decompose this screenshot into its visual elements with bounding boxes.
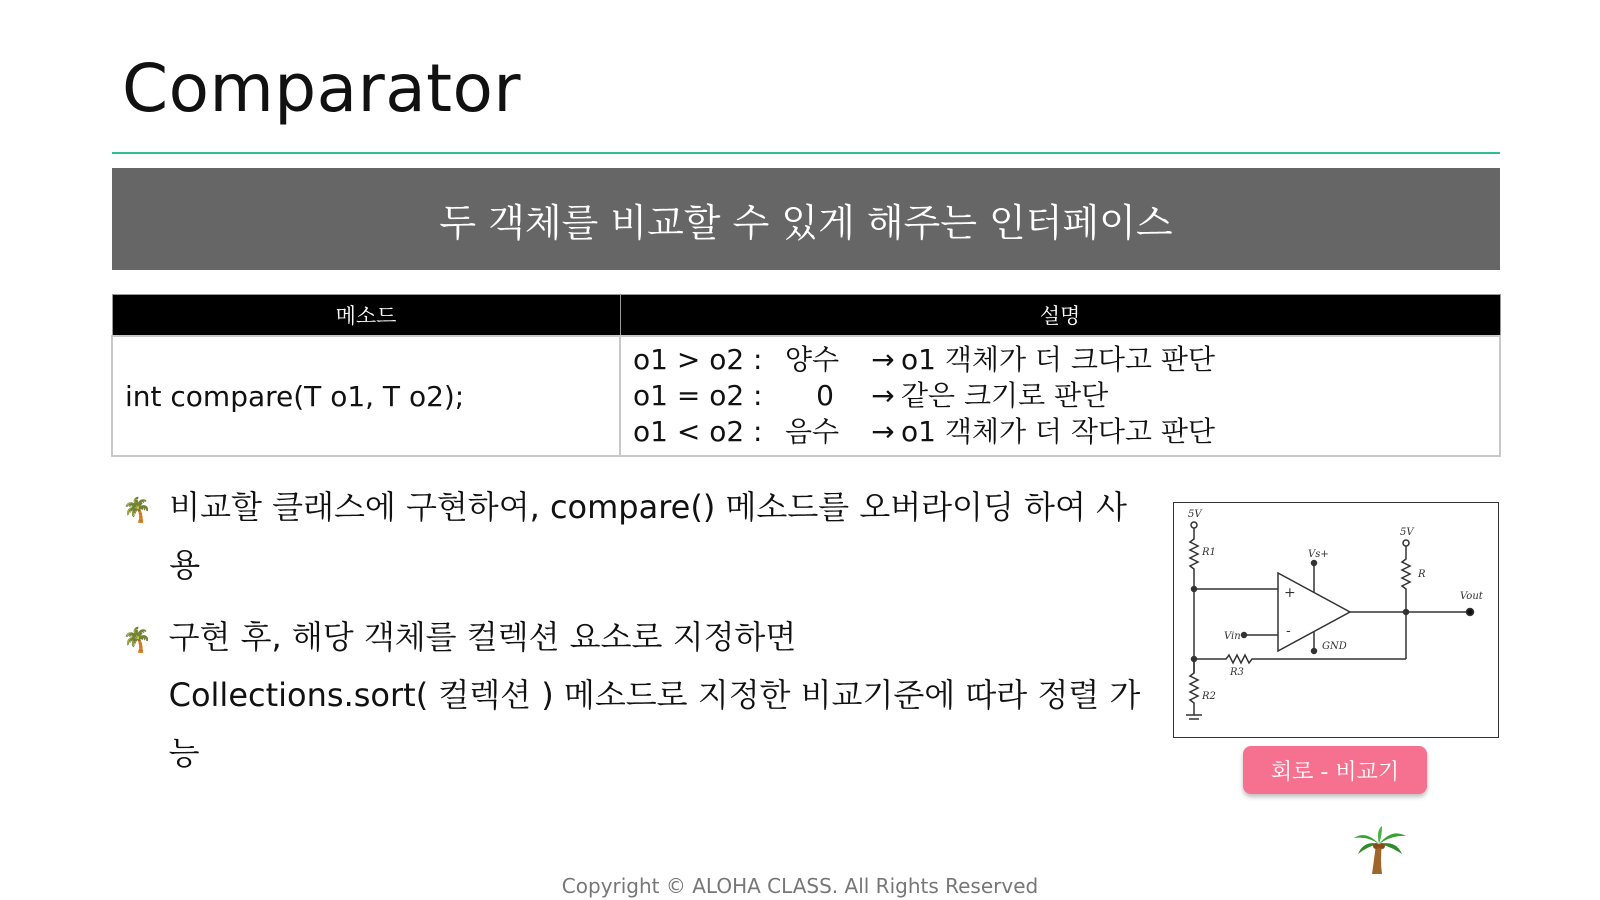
label-plus: + <box>1284 585 1296 601</box>
label-vs: Vs+ <box>1308 549 1329 560</box>
description-value: 0 <box>816 379 834 412</box>
method-description <box>620 336 1500 456</box>
label-r: R <box>1418 569 1426 580</box>
description-line <box>633 378 1487 414</box>
label-minus: - <box>1286 623 1291 639</box>
table-row <box>112 336 1500 456</box>
label-5v-right: 5V <box>1400 527 1414 538</box>
list-item <box>122 620 1142 782</box>
resistor-r <box>1402 546 1410 659</box>
label-r3: R3 <box>1230 667 1244 678</box>
resistor-r3 <box>1194 655 1406 663</box>
palm-tree-logo-svg <box>1352 826 1408 876</box>
label-vin: Vin <box>1224 631 1241 642</box>
bullet-line: Collections.sort( 컬렉션 ) 메소드로 지정한 비교기준에 따라 정렬 가능 <box>168 676 1141 772</box>
label-5v-left: 5V <box>1188 509 1202 520</box>
bullet-line: 구현 후, 해당 객체를 컬렉션 요소로 지정하면 <box>168 618 797 656</box>
description-result: 같은 크기로 판단 <box>901 379 1109 412</box>
circuit-caption-badge <box>1243 746 1427 794</box>
banner-text: 두 객체를 비교할 수 있게 해주는 인터페이스 <box>439 200 1173 245</box>
bullet-list <box>122 490 1142 808</box>
bullet-text <box>169 478 1142 594</box>
list-item <box>122 490 1142 594</box>
table-header-row <box>112 295 1500 337</box>
description-line <box>633 342 1487 378</box>
resistor-r2 <box>1190 659 1198 715</box>
terminal-5v-right <box>1403 540 1409 546</box>
description-condition: o1 = o2 : <box>633 379 763 412</box>
label-r2: R2 <box>1202 691 1216 702</box>
label-vout: Vout <box>1460 591 1483 602</box>
palm-tree-logo-icon <box>1352 826 1408 876</box>
description-value: 양수 <box>785 343 840 376</box>
description-value: 음수 <box>785 415 840 448</box>
description-line <box>633 414 1487 450</box>
column-header-description: 설명 <box>620 295 1500 337</box>
resistor-r1 <box>1190 528 1198 673</box>
column-header-method: 메소드 <box>112 295 620 337</box>
copyright-footer: Copyright © ALOHA CLASS. All Rights Reserved <box>561 874 1039 898</box>
method-table <box>111 294 1501 457</box>
terminal-5v-left <box>1191 522 1197 528</box>
description-result: o1 객체가 더 작다고 판단 <box>901 415 1215 448</box>
circuit-svg <box>1174 503 1498 737</box>
arrow-icon: → <box>871 415 895 448</box>
description-result: o1 객체가 더 크다고 판단 <box>901 343 1215 376</box>
description-condition: o1 < o2 : <box>633 415 763 448</box>
junction-dot <box>1404 610 1409 615</box>
label-gnd: GND <box>1322 641 1347 652</box>
arrow-icon: → <box>871 343 895 376</box>
label-r1: R1 <box>1202 547 1216 558</box>
terminal-vin <box>1242 633 1247 638</box>
terminal-vs <box>1312 561 1317 566</box>
terminal-gnd <box>1312 649 1317 654</box>
palm-tree-icon: 🌴 <box>122 496 152 524</box>
page-title: Comparator <box>122 50 522 127</box>
caption-text: 회로 - 비교기 <box>1270 759 1400 785</box>
bullet-text <box>169 608 1142 782</box>
comparator-circuit-diagram <box>1173 502 1499 738</box>
arrow-icon: → <box>871 379 895 412</box>
title-divider <box>112 152 1500 154</box>
bullet-line: 비교할 클래스에 구현하여, compare() 메소드를 오버라이딩 하여 사용 <box>169 488 1127 584</box>
palm-tree-icon: 🌴 <box>122 626 152 654</box>
terminal-vout <box>1467 609 1474 616</box>
summary-banner <box>112 168 1500 270</box>
method-signature: int compare(T o1, T o2); <box>112 336 620 456</box>
description-condition: o1 > o2 : <box>633 343 763 376</box>
